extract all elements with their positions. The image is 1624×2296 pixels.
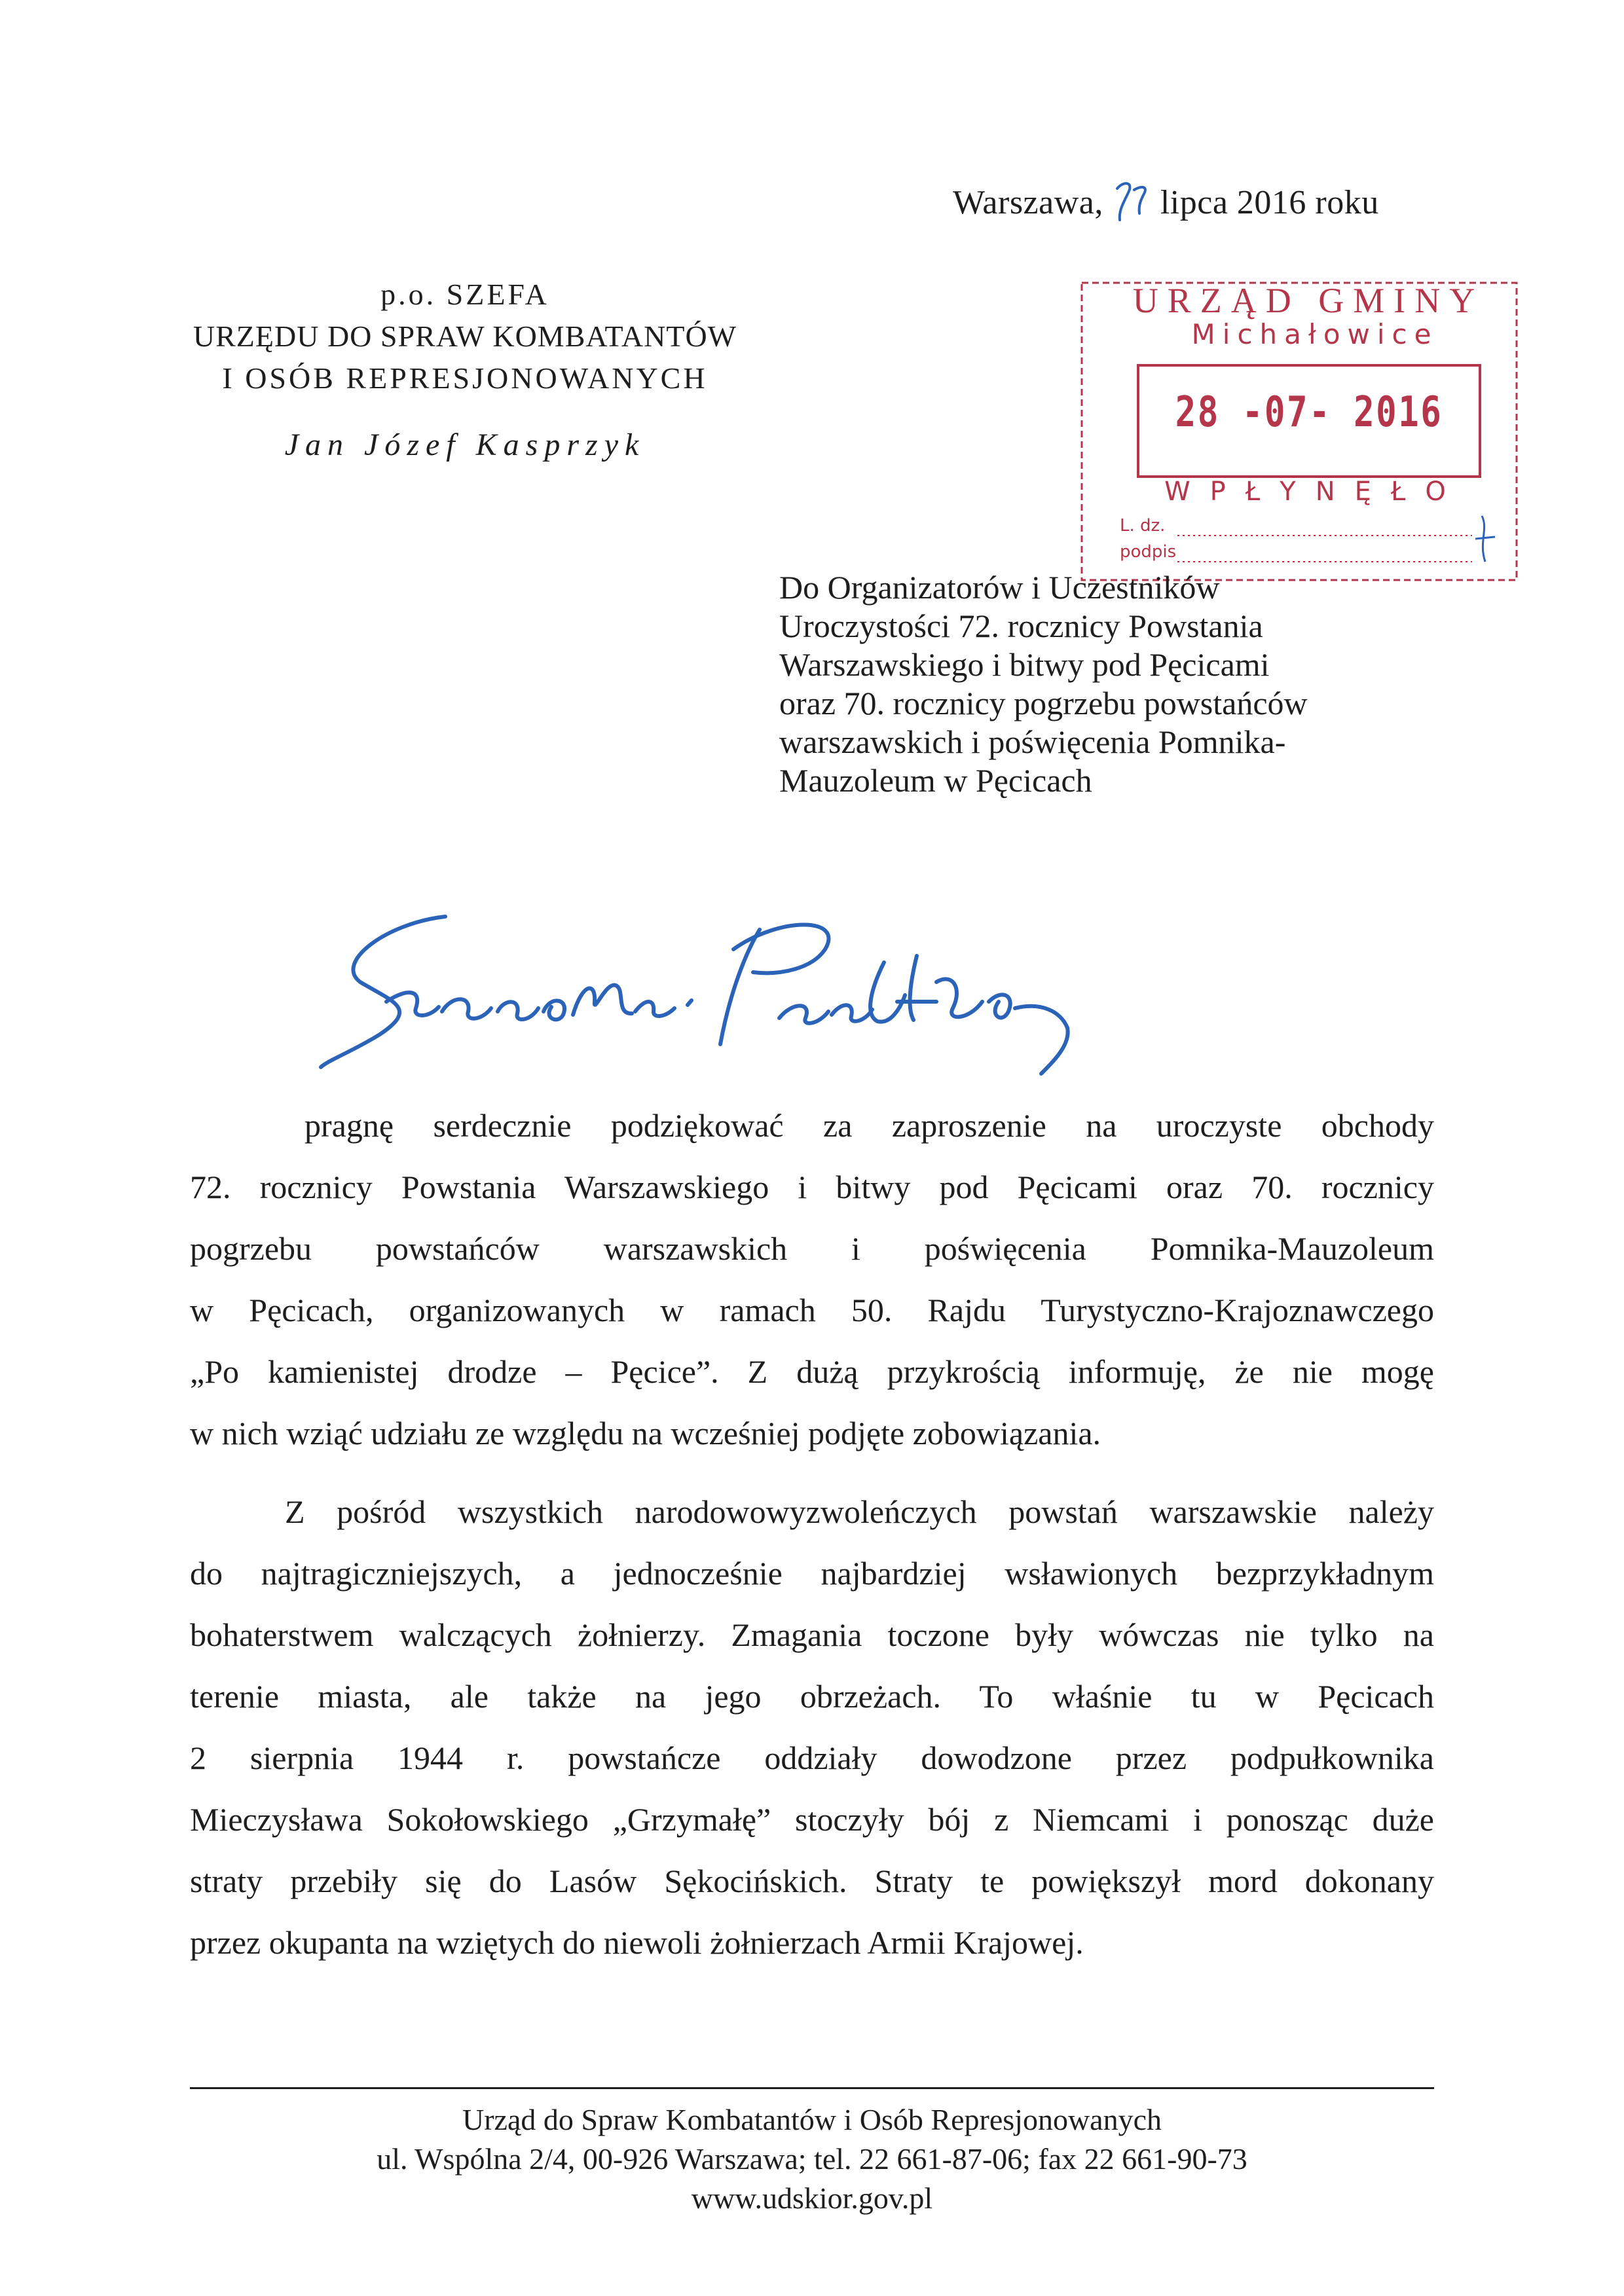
body-paragraph-1 [190,1095,1434,1464]
paragraph-line: straty przebiły się do Lasów Sękocińskich. Straty te powiększył mord dokonany [190,1863,1434,1899]
paragraph-line: przez okupanta na wziętych do niewoli żołnierzach Armii Krajowej. [190,1924,1084,1961]
paragraph-line: do najtragiczniejszych, a jednocześnie najbardziej wsławionych bezprzykładnym [190,1555,1434,1592]
body-paragraph-2 [190,1481,1434,1973]
paragraph-line: Mieczysława Sokołowskiego „Grzymałę” stoczyły bój z Niemcami i ponosząc duże [190,1801,1434,1838]
paragraph-line: „Po kamienistej drodze – Pęcice”. Z dużą przykrością informuję, że nie mogę [190,1353,1434,1390]
stamp-received-date: 28 -07- 2016 [1175,388,1443,437]
stamp-received-label: WPŁYNĘŁO [1164,477,1466,507]
recipient-block [779,568,1434,800]
recipient-line: warszawskich i poświęcenia Pomnika- [779,723,1286,760]
recipient-line: oraz 70. rocznicy pogrzebu powstańców [779,685,1308,721]
recipient-line: Do Organizatorów i Uczestników [779,569,1220,606]
recipient-line: Uroczystości 72. rocznicy Powstania [779,608,1263,644]
paragraph-line: 2 sierpnia 1944 r. powstańcze oddziały dowodzone przez podpułkownika [190,1740,1434,1776]
footer-website: www.udskior.gov.pl [691,2181,933,2215]
handwritten-day [1112,177,1151,223]
letter-date [953,177,1379,223]
paragraph-line: Z pośród wszystkich narodowowyzwoleńczych powstań warszawskie należy [285,1493,1434,1530]
footer-office-name: Urząd do Spraw Kombatantów i Osób Represjonowanych [462,2103,1162,2136]
recipient-line: Mauzoleum w Pęcicach [779,762,1092,799]
paragraph-line: bohaterstwem walczących żołnierzy. Zmagania toczone były wówczas nie tylko na [190,1616,1434,1653]
paragraph-line: pogrzebu powstańców warszawskich i poświęcenia Pomnika-Mauzoleum [190,1230,1434,1267]
footer [190,2100,1434,2218]
paragraph-line: 72. rocznicy Powstania Warszawskiego i bitwy pod Pęcicami oraz 70. rocznicy [190,1169,1434,1205]
sender-block [151,274,779,466]
paragraph-line: terenie miasta, ale także na jego obrzeżach. To właśnie tu w Pęcicach [190,1678,1434,1715]
sender-name: Jan Józef Kasprzyk [284,428,646,462]
stamp-ref-label: L. dz. [1120,516,1166,536]
sender-office-line1: URZĘDU DO SPRAW KOMBATANTÓW [193,319,737,353]
stamp-signature-label: podpis [1120,542,1177,562]
footer-divider [190,2087,1434,2089]
stamp-city: Michałowice [1191,318,1439,350]
sender-office-line2: I OSÓB REPRESJONOWANYCH [222,361,708,395]
date-prefix: Warszawa, [953,184,1103,221]
paragraph-line: w nich wziąć udziału ze względu na wcześniej podjęte zobowiązania. [190,1415,1101,1451]
paragraph-line: w Pęcicach, organizowanych w ramach 50. Rajdu Turystyczno-Krajoznawczego [190,1292,1434,1328]
sender-role: p.o. SZEFA [380,278,549,311]
footer-address: ul. Wspólna 2/4, 00-926 Warszawa; tel. 22 661-87-06; fax 22 661-90-73 [377,2142,1247,2176]
stamp-organization: URZĄD GMINY [1132,281,1485,320]
received-stamp [1079,280,1519,583]
recipient-line: Warszawskiego i bitwy pod Pęcicami [779,646,1270,683]
date-suffix: lipca 2016 roku [1160,184,1379,221]
paragraph-line: pragnę serdecznie podziękować za zaproszenie na uroczyste obchody [304,1107,1434,1144]
handwritten-salutation [308,903,1107,1080]
